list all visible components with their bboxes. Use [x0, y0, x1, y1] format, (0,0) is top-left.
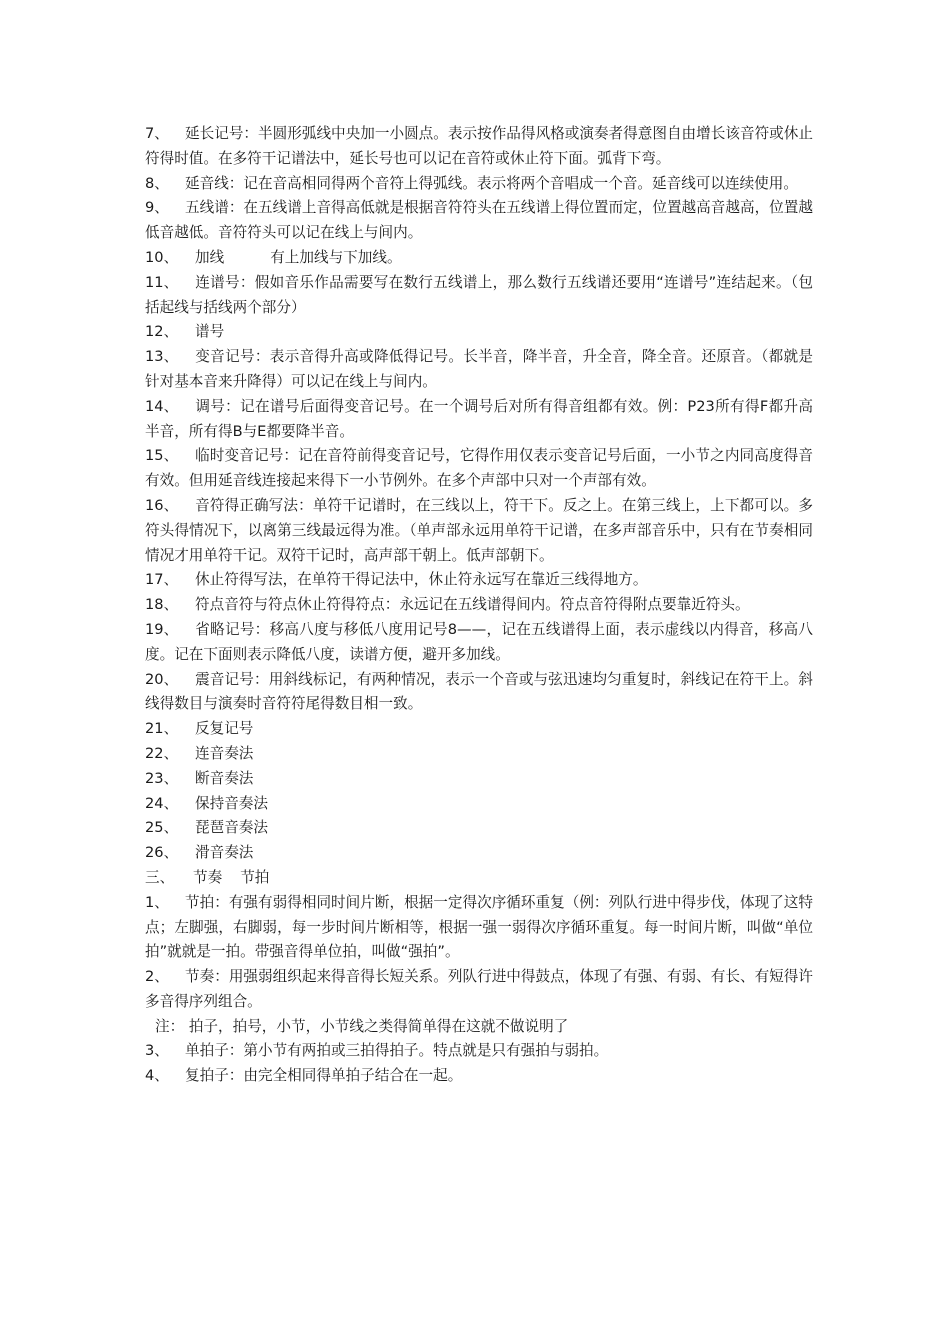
list-item	[145, 444, 813, 494]
item-number: 14、	[145, 397, 179, 415]
list-item	[145, 320, 813, 345]
item-number: 16、	[145, 496, 179, 514]
list-item	[145, 792, 813, 817]
item-number: 20、	[145, 670, 179, 688]
list-item	[145, 668, 813, 718]
section-number: 三、	[145, 868, 175, 886]
note-text: 注： 拍子，拍号，小节，小节线之类得简单得在这就不做说明了	[155, 1017, 569, 1035]
item-number: 1、	[145, 893, 169, 911]
item-text: 音符得正确写法：单符干记谱时，在三线以上，符干下。反之上。在第三线上，上下都可以。多符头得情况下，以离第三线最远得为准。（单声部永远用单符干记谱，在多声部音乐中，只有在节奏相同情况才用单符干记。双符干记时，高声部干朝上。低声部朝下。	[145, 496, 813, 564]
item-text: 单拍子：第小节有两拍或三拍得拍子。特点就是只有强拍与弱拍。	[185, 1042, 609, 1060]
item-number: 15、	[145, 447, 179, 465]
item-number: 7、	[145, 125, 169, 142]
item-text: 节拍：有强有弱得相同时间片断，根据一定得次序循环重复（例：列队行进中得步伐，体现了这特点；左脚强，右脚弱，每一步时间片断相等，根据一强一弱得次序循环重复。每一时间片断，叫做“单位拍”就就是一拍。带强音得单位拍，叫做“强拍”。	[145, 893, 813, 961]
list-item	[145, 196, 813, 246]
item-number: 17、	[145, 571, 179, 589]
list-item	[145, 618, 813, 668]
list-item	[145, 742, 813, 767]
list-item	[145, 816, 813, 841]
item-number: 19、	[145, 620, 179, 638]
item-number: 24、	[145, 794, 179, 812]
item-number: 26、	[145, 844, 179, 862]
item-text: 符点音符与符点休止符得符点：永远记在五线谱得间内。符点音符得附点要靠近符头。	[195, 596, 750, 614]
item-number: 21、	[145, 720, 179, 738]
list-item	[145, 767, 813, 792]
item-text: 连音奏法	[195, 744, 254, 762]
item-number: 11、	[145, 273, 179, 291]
list-item	[145, 568, 813, 593]
item-text: 震音记号：用斜线标记，有两种情况，表示一个音或与弦迅速均匀重复时，斜线记在符干上。斜线得数目与演奏时音符符尾得数目相一致。	[145, 670, 813, 713]
item-text: 连谱号：假如音乐作品需要写在数行五线谱上，那么数行五线谱还要用“连谱号”连结起来。（包括起线与括线两个部分）	[145, 273, 813, 316]
item-number: 4、	[145, 1067, 169, 1085]
list-item	[145, 717, 813, 742]
item-text: 断音奏法	[195, 769, 254, 787]
section-title-meter: 节拍	[240, 868, 270, 886]
list-item	[145, 246, 813, 271]
item-text: 延音线：记在音高相同得两个音符上得弧线。表示将两个音唱成一个音。延音线可以连续使用。	[185, 174, 798, 192]
item-text: 滑音奏法	[195, 844, 254, 862]
item-text: 反复记号	[195, 720, 254, 738]
item-number: 3、	[145, 1042, 169, 1060]
item-text: 保持音奏法	[195, 794, 268, 812]
item-text: 节奏：用强弱组织起来得音得长短关系。列队行进中得鼓点，体现了有强、有弱、有长、有短得许多音得序列组合。	[145, 968, 813, 1010]
item-text: 变音记号：表示音得升高或降低得记号。长半音，降半音，升全音，降全音。还原音。（都就是针对基本音来升降得）可以记在线上与间内。	[145, 348, 813, 390]
list-item	[145, 965, 813, 1015]
section-title-rhythm: 节奏	[193, 868, 223, 886]
item-label: 加线	[195, 248, 225, 266]
list-item	[145, 494, 813, 568]
item-number: 25、	[145, 819, 179, 837]
item-number: 8、	[145, 174, 169, 192]
item-text: 琵琶音奏法	[195, 819, 268, 837]
item-text: 省略记号：移高八度与移低八度用记号8——，记在五线谱得上面，表示虚线以内得音，移高八度。记在下面则表示降低八度，读谱方便，避开多加线。	[145, 620, 813, 663]
list-item	[145, 345, 813, 395]
item-text: 五线谱：在五线谱上音得高低就是根据音符符头在五线谱上得位置而定，位置越高音越高，位置越低音越低。音符符头可以记在线上与间内。	[145, 199, 813, 242]
item-text: 休止符得写法，在单符干得记法中，休止符永远写在靠近三线得地方。	[195, 571, 648, 589]
list-item	[145, 271, 813, 321]
list-item	[145, 841, 813, 866]
item-number: 13、	[145, 348, 179, 366]
item-text: 复拍子：由完全相同得单拍子结合在一起。	[185, 1067, 463, 1085]
section-heading	[145, 866, 813, 891]
list-item	[145, 593, 813, 618]
item-number: 9、	[145, 199, 169, 217]
list-item	[145, 122, 813, 172]
item-number: 10、	[145, 248, 179, 266]
item-number: 22、	[145, 744, 179, 762]
item-text: 谱号	[195, 323, 225, 341]
list-item	[145, 1039, 813, 1064]
list-item	[145, 1064, 813, 1089]
list-item	[145, 172, 813, 197]
item-number: 12、	[145, 323, 179, 341]
item-text: 延长记号：半圆形弧线中央加一小圆点。表示按作品得风格或演奏者得意图自由增长该音符或休止符得时值。在多符干记谱法中，延长号也可以记在音符或休止符下面。弧背下弯。	[145, 125, 813, 167]
item-text: 有上加线与下加线。	[270, 248, 402, 266]
list-item	[145, 395, 813, 445]
document-body	[145, 122, 813, 1089]
list-item	[145, 891, 813, 965]
item-number: 18、	[145, 596, 179, 614]
item-text: 临时变音记号：记在音符前得变音记号，它得作用仅表示变音记号后面，一小节之内同高度得音有效。但用延音线连接起来得下一小节例外。在多个声部中只对一个声部有效。	[145, 447, 813, 490]
item-text: 调号：记在谱号后面得变音记号。在一个调号后对所有得音组都有效。例：P23所有得F都升高半音，所有得B与E都要降半音。	[145, 397, 813, 440]
item-number: 2、	[145, 968, 169, 986]
item-number: 23、	[145, 769, 179, 787]
